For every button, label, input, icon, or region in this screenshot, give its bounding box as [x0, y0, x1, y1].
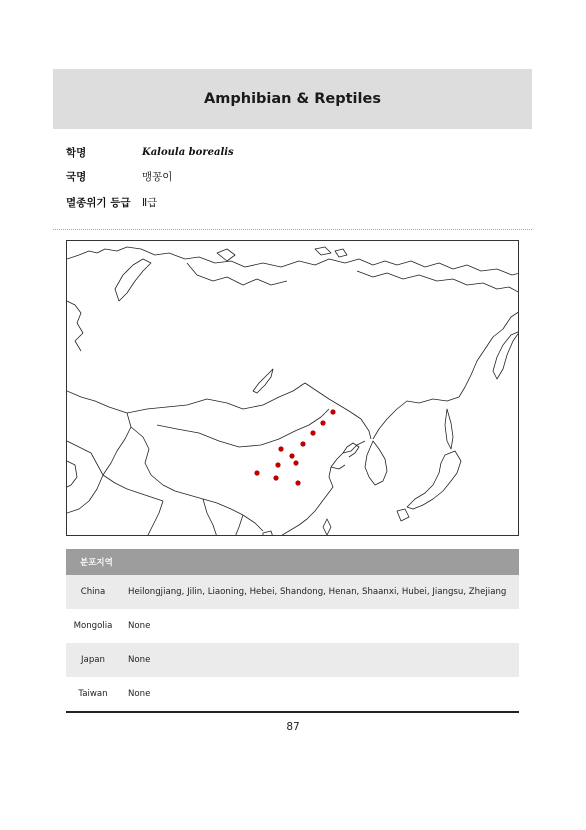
section-header	[53, 69, 532, 129]
regions-cell: None	[128, 621, 151, 631]
occurrence-point	[275, 462, 280, 467]
section-title: Amphibian & Reptiles	[204, 91, 381, 107]
page-number: 87	[286, 721, 300, 733]
island-sakhalin	[445, 409, 453, 449]
regions-cell: None	[128, 655, 151, 665]
korean-name-value: 맹꽁이	[142, 170, 173, 183]
distribution-map	[66, 240, 519, 536]
table-row	[66, 677, 519, 711]
island-taiwan	[323, 519, 331, 535]
island-severnaya	[217, 249, 235, 261]
table-row	[66, 643, 519, 677]
border-mongolia-china	[157, 409, 329, 447]
table-bottom-rule	[66, 711, 519, 713]
island-hainan	[263, 531, 273, 536]
border-central-asia	[67, 441, 103, 513]
korean-name-row	[66, 167, 172, 185]
island-new-siberian	[315, 247, 331, 255]
country-cell: Mongolia	[73, 621, 113, 631]
kamchatka	[493, 331, 519, 379]
occurrence-points	[254, 409, 335, 485]
occurrence-point	[289, 453, 294, 458]
occurrence-point	[293, 460, 298, 465]
country-cell: China	[80, 587, 106, 597]
regions-cell: None	[128, 689, 151, 699]
occurrence-point	[310, 430, 315, 435]
table-row	[66, 609, 519, 643]
scientific-name-row	[66, 143, 234, 161]
endangered-grade-value: Ⅱ급	[142, 196, 158, 209]
occurrence-point	[330, 409, 335, 414]
east-siberia-coast	[357, 271, 519, 293]
occurrence-point	[254, 470, 259, 475]
west-coast	[67, 301, 83, 351]
border-kazakhstan	[67, 391, 131, 475]
border-south-asia	[147, 501, 163, 536]
regions-cell: Heilongjiang, Jilin, Liaoning, Hebei, Shandong, Henan, Shaanxi, Hubei, Jiangsu, Zhejiang	[128, 587, 507, 597]
island-japan	[407, 451, 461, 509]
map-svg	[67, 241, 519, 536]
caspian-sea	[67, 461, 77, 487]
occurrence-point	[300, 441, 305, 446]
occurrence-point	[278, 446, 283, 451]
occurrence-point	[320, 420, 325, 425]
taymyr-peninsula	[187, 263, 287, 285]
occurrence-point	[295, 480, 300, 485]
endangered-grade-row	[66, 193, 157, 211]
country-cell: Taiwan	[78, 689, 108, 699]
distribution-table-header: 분포지역	[66, 549, 519, 575]
arctic-coastline	[67, 247, 519, 275]
korean-peninsula	[365, 441, 387, 485]
scientific-name-label: 학명	[66, 146, 87, 159]
country-cell: Japan	[81, 655, 105, 665]
island-novaya-zemlya	[115, 259, 151, 301]
section-divider	[53, 229, 532, 230]
occurrence-point	[273, 475, 278, 480]
table-row	[66, 575, 519, 609]
korean-name-label: 국명	[66, 170, 87, 183]
lake-baikal	[253, 369, 273, 393]
scientific-name-value: Kaloula borealis	[142, 146, 234, 158]
distribution-table	[66, 549, 519, 711]
endangered-grade-label: 멸종위기 등급	[66, 196, 131, 209]
